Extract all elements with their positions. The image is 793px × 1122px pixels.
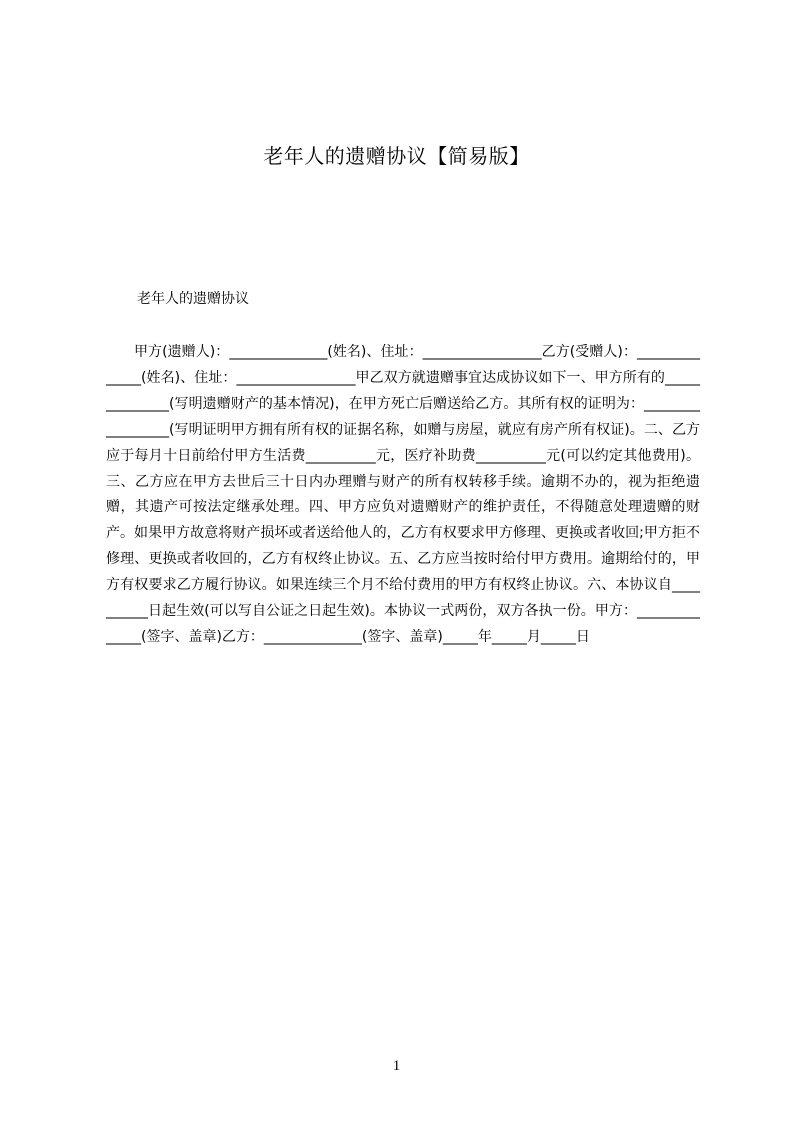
section-heading: 老年人的遗赠协议 [137,291,249,307]
agreement-body: 甲方(遗赠人)：______________(姓名)、住址：_________________乙方(受赠人)：______________(姓名)、住址：_________________甲乙双方就遗赠事宜达成协议如下一、甲方所有的______________(写明遗赠财产的基本情况)，在甲方死亡后赠送给乙方。其所有权的证明为：_________________(写明证明甲方拥有所有权的证据名称，如赠与房屋，就应有房产所有权证)。二、乙方应于每月十日前给付甲方生活费__________元，医疗补助费__________元(可以约定其他费用)。三、乙方应在甲方去世后三十日内办理赠与财产的所有权转移手续。逾期不办的，视为拒绝遗赠，其遗产可按法定继承处理。四、甲方应负对遗赠财产的维护责任，不得随意处理遗赠的财产。如果甲方故意将财产损坏或者送给他人的，乙方有权要求甲方修理、更换或者收回;甲方拒不修理、更换或者收回的，乙方有权终止协议。五、乙方应当按时给付甲方费用。逾期给付的，甲方有权要求乙方履行协议。如果连续三个月不给付费用的甲方有权终止协议。六、本协议自__________日起生效(可以写自公证之日起生效)。本协议一式两份，双方各执一份。甲方：______________(签字、盖章)乙方：______________(签字、盖章)_____年_____月_____日 [106,344,700,645]
page-number: 1 [392,1058,401,1074]
document-title: 老年人的遗赠协议【简易版】 [263,144,530,168]
